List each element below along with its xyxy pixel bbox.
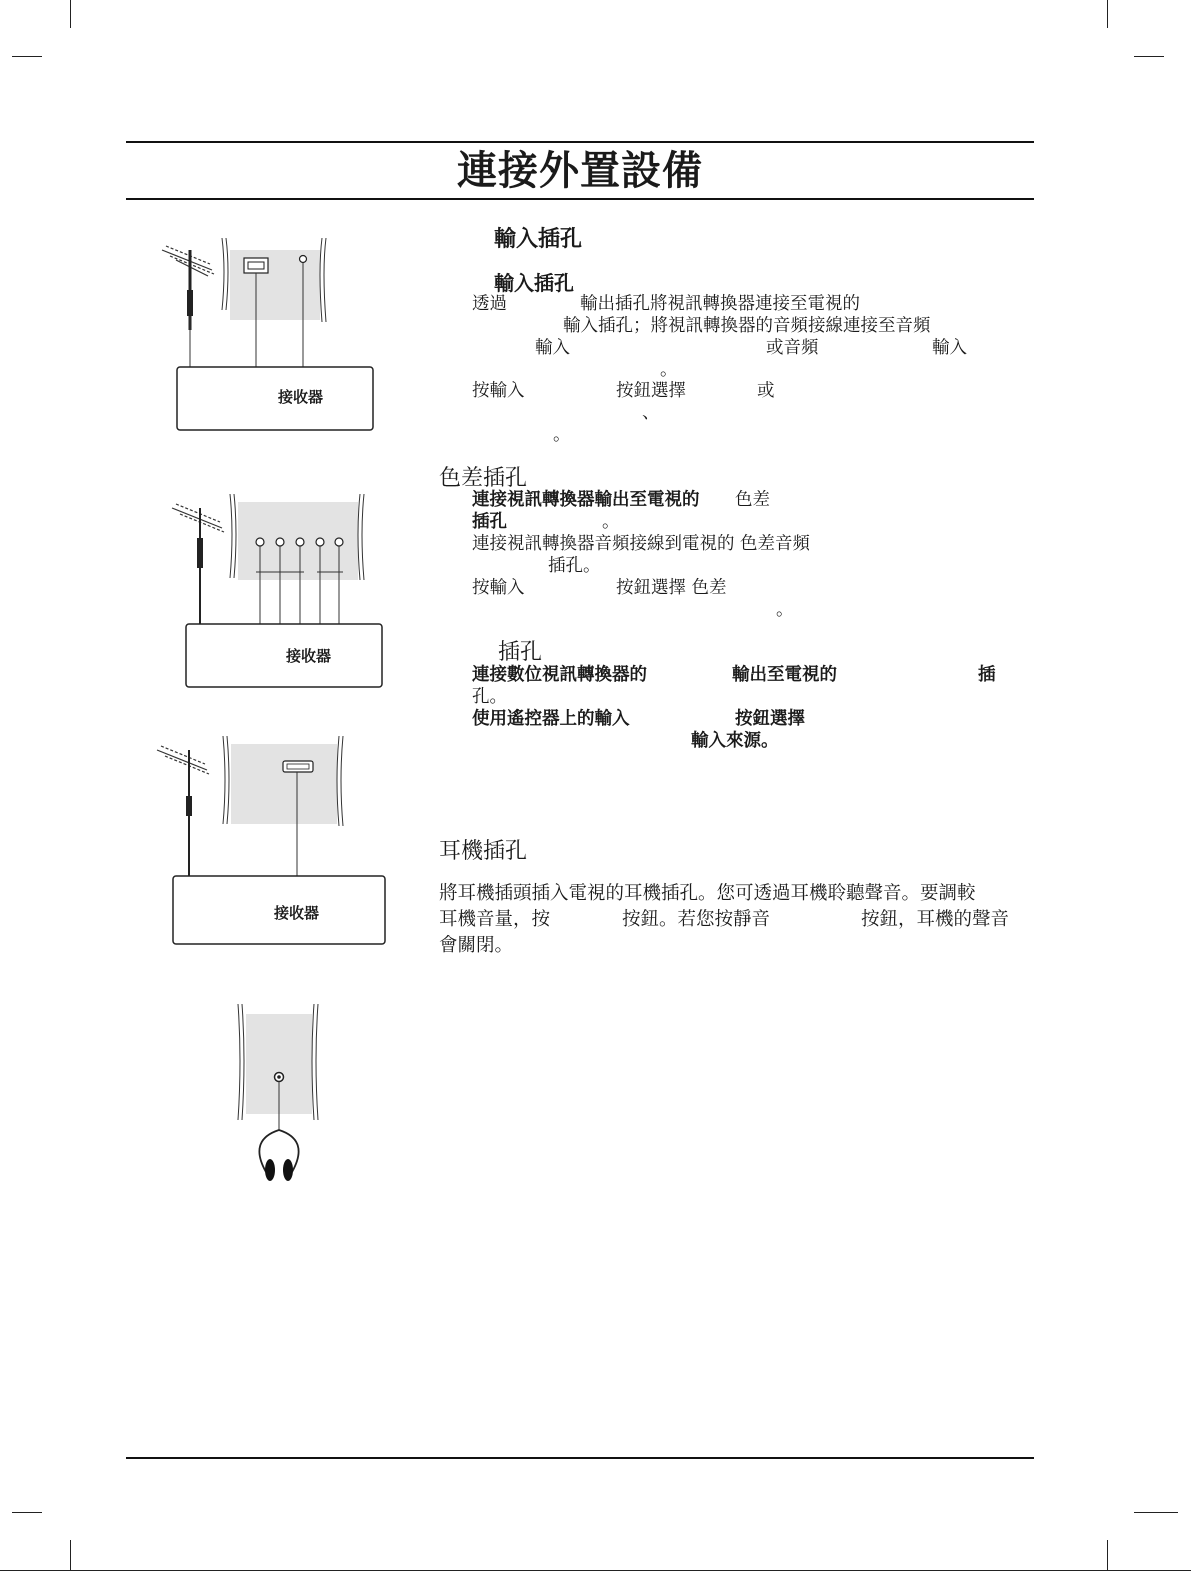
crop-mark	[1107, 0, 1108, 28]
headphone-text: 會關閉。	[439, 935, 514, 956]
headphone-text: 將耳機插頭插入電視的耳機插孔。您可透過耳機聆聽聲音。要調較	[439, 883, 976, 904]
step-text: 按鈕選擇	[616, 381, 686, 401]
diagram-hdmi	[145, 730, 395, 950]
headphone-text: 按鈕。若您按靜音	[622, 909, 771, 930]
crop-mark	[70, 1540, 71, 1570]
tv-panel	[238, 1004, 318, 1120]
step-text: 色差	[735, 490, 770, 510]
crop-mark	[12, 1512, 42, 1513]
section-component-heading: 色差插孔	[439, 466, 528, 491]
footer-rule	[126, 1457, 1034, 1459]
section-hdmi-heading: 插孔	[498, 640, 543, 665]
step-text: 連接數位視訊轉換器的	[472, 665, 647, 685]
tv-panel	[223, 736, 343, 826]
step-text: 按輸入	[472, 381, 525, 401]
step-text: 。	[776, 600, 794, 620]
step-text: 、	[642, 403, 660, 423]
step-text: 插孔	[472, 512, 507, 532]
crop-mark	[1107, 1540, 1108, 1570]
step-text: 或	[757, 381, 775, 401]
step-text: 插孔。	[548, 556, 601, 576]
step-text: 插	[978, 665, 996, 685]
section-headphone-heading: 耳機插孔	[439, 839, 528, 864]
crop-mark	[12, 56, 42, 57]
diagram-input	[150, 230, 390, 440]
step-text: 按鈕選擇	[735, 709, 805, 729]
tv-panel	[230, 494, 364, 580]
step-text: 。	[660, 360, 678, 380]
antenna-icon	[172, 504, 224, 624]
crop-mark	[1134, 56, 1164, 57]
crop-mark	[1134, 1512, 1178, 1513]
section-input-heading: 輸入插孔	[494, 227, 583, 252]
step-text: 輸入	[535, 338, 570, 358]
step-text: 使用遙控器上的輸入	[472, 709, 630, 729]
receiver-label: 接收器	[274, 904, 320, 922]
antenna-icon	[157, 746, 209, 876]
header-rule-top	[126, 141, 1034, 143]
receiver-label: 接收器	[278, 388, 324, 406]
headphone-text: 按鈕，耳機的聲音	[861, 909, 1010, 930]
step-text: 輸入插孔；將視訊轉換器的音頻接線連接至音頻	[563, 316, 931, 336]
step-text: 輸出插孔將視訊轉換器連接至電視的	[580, 294, 860, 314]
diagram-component	[160, 488, 400, 698]
tv-panel	[222, 238, 326, 322]
diagram-headphone	[230, 1000, 330, 1200]
step-text: 或音頻	[766, 338, 819, 358]
headphone-text: 耳機音量，按	[439, 909, 551, 930]
step-text: 輸入來源。	[691, 731, 779, 751]
step-text: 輸出至電視的	[732, 665, 837, 685]
receiver-label: 接收器	[286, 647, 332, 665]
header-rule-bottom	[126, 198, 1034, 200]
section-input-subheading: 輸入插孔	[494, 271, 574, 295]
antenna-icon	[162, 246, 214, 368]
step-text: 孔。	[472, 687, 507, 707]
crop-mark	[70, 0, 71, 28]
page-title: 連接外置設備	[457, 148, 703, 194]
step-text: 輸入	[932, 338, 967, 358]
step-text: 連接視訊轉換器音頻接線到電視的 色差音頻	[472, 534, 811, 554]
step-text: 。	[553, 425, 571, 445]
step-text: 按鈕選擇 色差	[616, 578, 727, 598]
step-text: 。	[602, 512, 620, 532]
step-text: 透過	[472, 294, 507, 314]
crop-mark	[0, 1570, 1191, 1571]
step-text: 連接視訊轉換器輸出至電視的	[472, 490, 700, 510]
step-text: 按輸入	[472, 578, 525, 598]
